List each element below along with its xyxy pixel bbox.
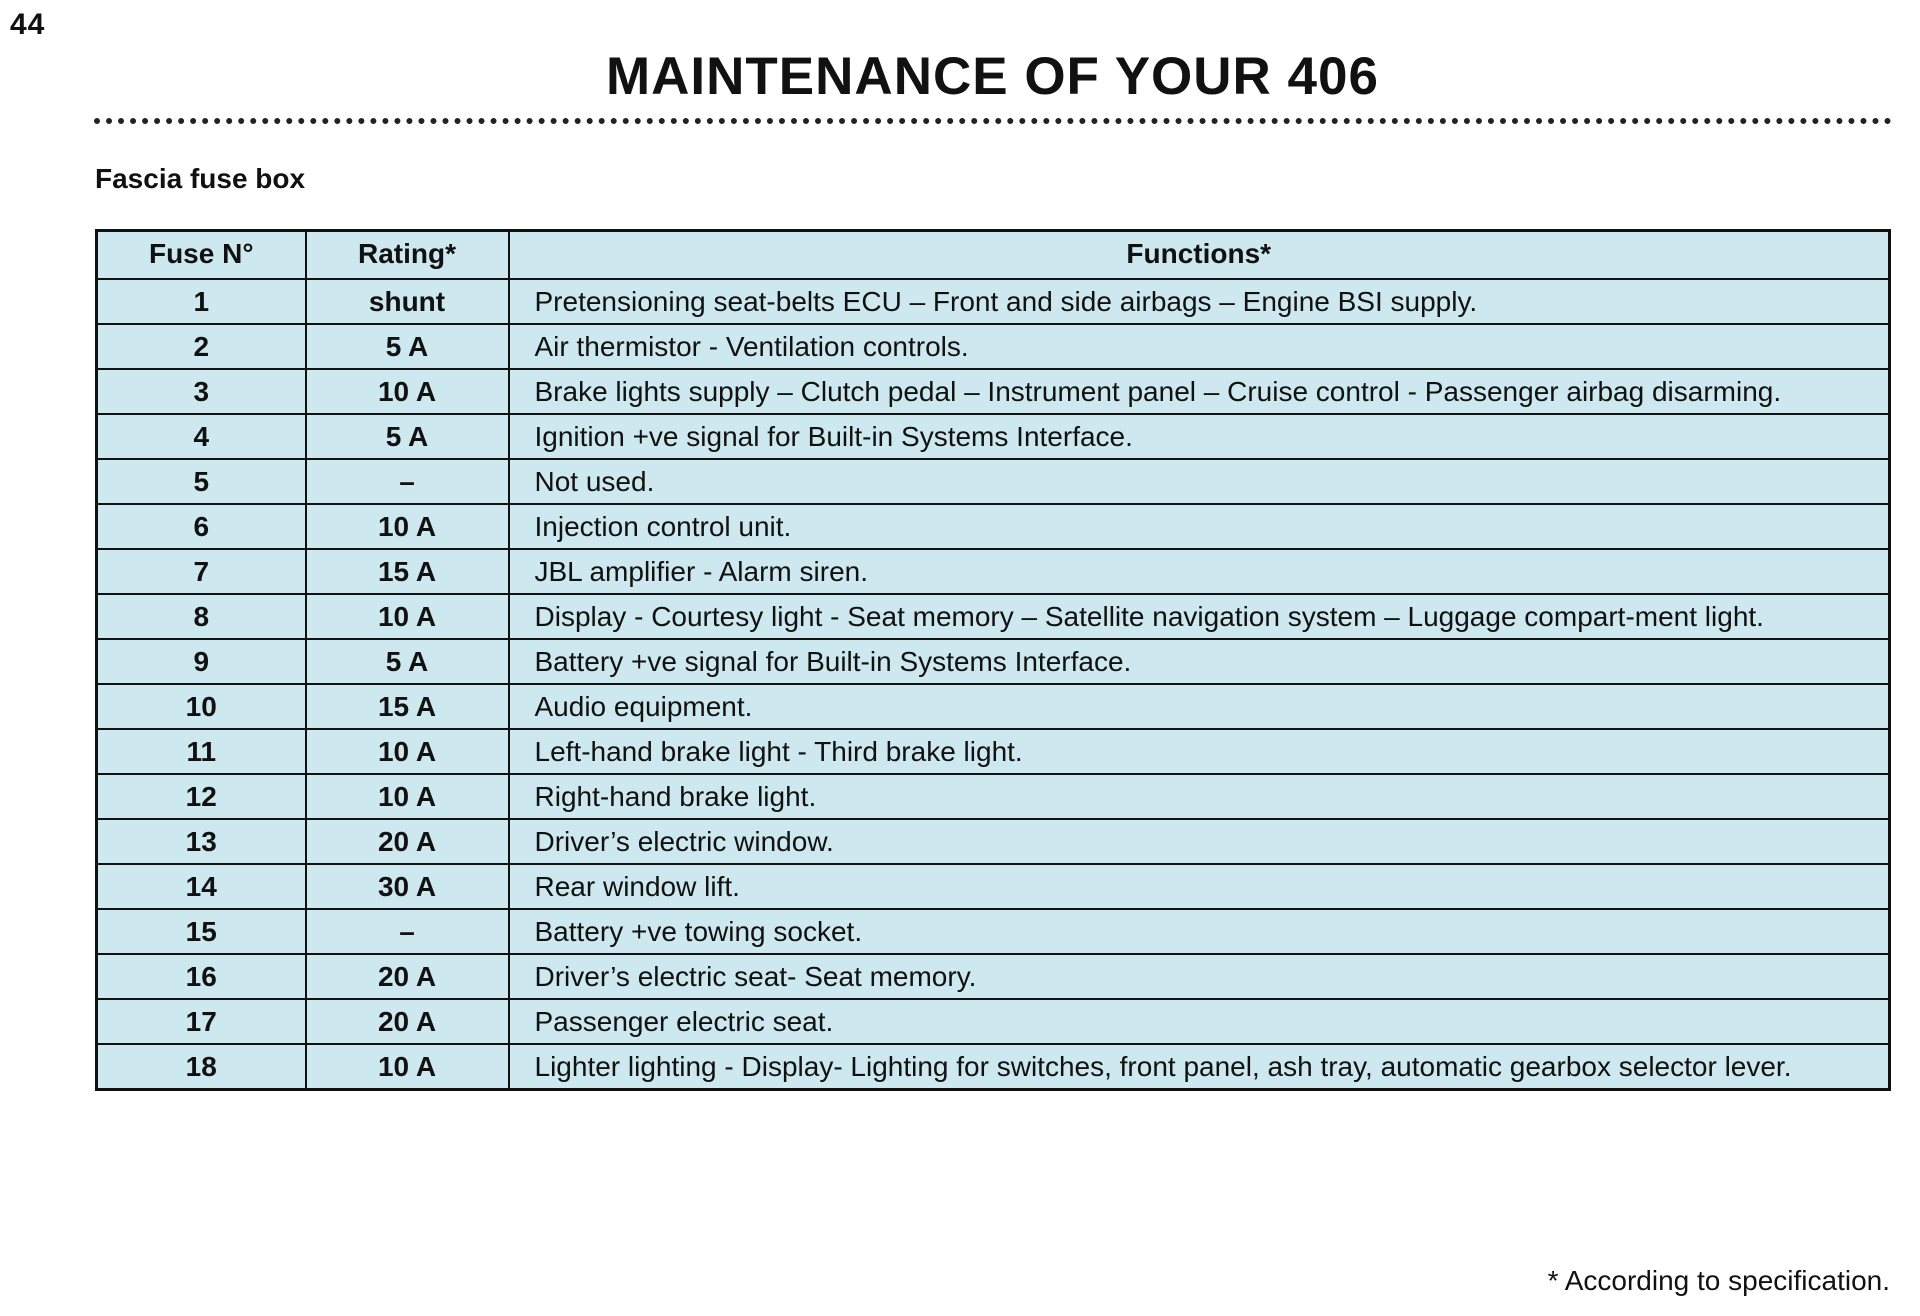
fuse-number-cell: 18	[97, 1044, 306, 1090]
rating-cell: 20 A	[306, 819, 509, 864]
rating-cell: 15 A	[306, 549, 509, 594]
table-row	[97, 1044, 1890, 1090]
table-row	[97, 864, 1890, 909]
fuse-number-cell: 8	[97, 594, 306, 639]
table-row	[97, 909, 1890, 954]
functions-cell: JBL amplifier - Alarm siren.	[509, 549, 1890, 594]
functions-cell: Battery +ve towing socket.	[509, 909, 1890, 954]
table-row	[97, 684, 1890, 729]
fuse-number-cell: 14	[97, 864, 306, 909]
rating-cell: –	[306, 909, 509, 954]
table-row	[97, 594, 1890, 639]
functions-cell: Right-hand brake light.	[509, 774, 1890, 819]
fuse-number-cell: 7	[97, 549, 306, 594]
functions-cell: Battery +ve signal for Built-in Systems Interface.	[509, 639, 1890, 684]
rating-cell: 10 A	[306, 1044, 509, 1090]
fuse-number-cell: 11	[97, 729, 306, 774]
fuse-number-cell: 4	[97, 414, 306, 459]
fuse-number-cell: 17	[97, 999, 306, 1044]
header-functions: Functions*	[509, 231, 1890, 280]
fuse-number-cell: 15	[97, 909, 306, 954]
fuse-number-cell: 10	[97, 684, 306, 729]
functions-cell: Passenger electric seat.	[509, 999, 1890, 1044]
table-header-row	[97, 231, 1890, 280]
fuse-number-cell: 5	[97, 459, 306, 504]
functions-cell: Not used.	[509, 459, 1890, 504]
rating-cell: 10 A	[306, 504, 509, 549]
functions-cell: Driver’s electric window.	[509, 819, 1890, 864]
functions-cell: Brake lights supply – Clutch pedal – Instrument panel – Cruise control - Passenger airbag disarming.	[509, 369, 1890, 414]
functions-cell: Injection control unit.	[509, 504, 1890, 549]
fuse-number-cell: 9	[97, 639, 306, 684]
fuse-number-cell: 3	[97, 369, 306, 414]
functions-cell: Display - Courtesy light - Seat memory – Satellite navigation system – Luggage compart-ment light.	[509, 594, 1890, 639]
table-row	[97, 504, 1890, 549]
functions-cell: Left-hand brake light - Third brake light.	[509, 729, 1890, 774]
functions-cell: Lighter lighting - Display- Lighting for switches, front panel, ash tray, automatic gearbox selector lever.	[509, 1044, 1890, 1090]
fuse-number-cell: 12	[97, 774, 306, 819]
page-title: MAINTENANCE OF YOUR 406	[606, 47, 1379, 106]
functions-cell: Pretensioning seat-belts ECU – Front and side airbags – Engine BSI supply.	[509, 279, 1890, 324]
table-row	[97, 774, 1890, 819]
table-row	[97, 639, 1890, 684]
table-row	[97, 414, 1890, 459]
fuse-table	[95, 229, 1891, 1091]
dotted-divider	[94, 118, 1892, 124]
table-row	[97, 549, 1890, 594]
table-row	[97, 369, 1890, 414]
functions-cell: Driver’s electric seat- Seat memory.	[509, 954, 1890, 999]
fuse-number-cell: 2	[97, 324, 306, 369]
page-number: 44	[10, 8, 46, 41]
rating-cell: 10 A	[306, 369, 509, 414]
rating-cell: 20 A	[306, 999, 509, 1044]
fuse-number-cell: 13	[97, 819, 306, 864]
table-row	[97, 279, 1890, 324]
functions-cell: Rear window lift.	[509, 864, 1890, 909]
rating-cell: 20 A	[306, 954, 509, 999]
rating-cell: –	[306, 459, 509, 504]
table-row	[97, 729, 1890, 774]
header-rating: Rating*	[306, 231, 509, 280]
footnote: * According to specification.	[1547, 1265, 1890, 1296]
functions-cell: Air thermistor - Ventilation controls.	[509, 324, 1890, 369]
table-row	[97, 999, 1890, 1044]
rating-cell: 15 A	[306, 684, 509, 729]
fuse-number-cell: 1	[97, 279, 306, 324]
rating-cell: 10 A	[306, 594, 509, 639]
table-row	[97, 459, 1890, 504]
rating-cell: 30 A	[306, 864, 509, 909]
rating-cell: 5 A	[306, 639, 509, 684]
fuse-number-cell: 6	[97, 504, 306, 549]
table-row	[97, 819, 1890, 864]
functions-cell: Audio equipment.	[509, 684, 1890, 729]
rating-cell: 10 A	[306, 729, 509, 774]
fuse-table-body	[97, 279, 1890, 1090]
table-row	[97, 954, 1890, 999]
rating-cell: 5 A	[306, 414, 509, 459]
rating-cell: 5 A	[306, 324, 509, 369]
header-fuse-number: Fuse N°	[97, 231, 306, 280]
section-title: Fascia fuse box	[95, 163, 306, 194]
table-row	[97, 324, 1890, 369]
rating-cell: shunt	[306, 279, 509, 324]
rating-cell: 10 A	[306, 774, 509, 819]
fuse-number-cell: 16	[97, 954, 306, 999]
functions-cell: Ignition +ve signal for Built-in Systems Interface.	[509, 414, 1890, 459]
